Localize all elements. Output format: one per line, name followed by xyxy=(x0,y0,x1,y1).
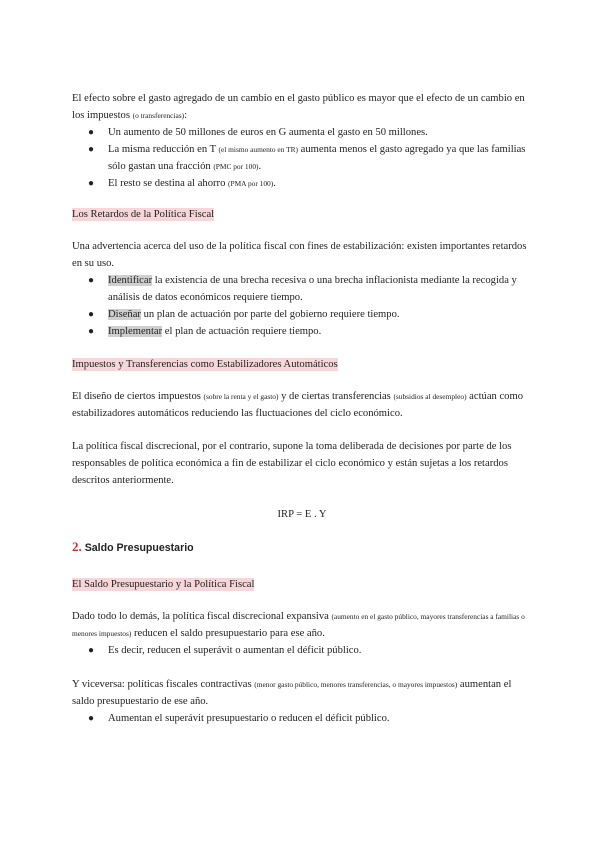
list-item: ● Identificar la existencia de una brecha recesiva o una brecha inflacionista mediante la recogida y análisis de datos económicos requiere tiempo. xyxy=(72,272,532,306)
paragraph-discrecional xyxy=(72,438,532,489)
bullet-icon: ● xyxy=(88,275,95,286)
paragraph-text: La política fiscal discrecional, por el contrario, supone la toma deliberada de decisiones por parte de los responsables de política económica a fin de estabilizar el ciclo económico y están sujetas a los retardos descritos anteriormente. xyxy=(72,441,512,486)
paragraph-contractiva xyxy=(72,676,532,710)
highlighted-term: Identificar xyxy=(108,275,153,286)
bullet-icon: ● xyxy=(88,178,95,189)
bullet-icon: ● xyxy=(88,645,95,656)
bullet-icon: ● xyxy=(88,713,95,724)
list-item: ● Es decir, reducen el superávit o aumentan el déficit público. xyxy=(72,642,532,659)
bullet-icon: ● xyxy=(88,326,95,337)
section-title-text: Saldo Presupuestario xyxy=(84,542,194,554)
paragraph-text: El diseño de ciertos impuestos (sobre la renta y el gasto) y de ciertas transferencias (subsidios al desempleo) actúan como estabilizadores automáticos reduciendo las fluctuaciones del ciclo económico. xyxy=(72,391,524,419)
list-efectos xyxy=(72,124,532,192)
list-item: ● El resto se destina al ahorro (PMA por 100). xyxy=(72,175,532,192)
heading-saldo xyxy=(72,576,532,593)
paragraph-text: Y viceversa: políticas fiscales contractivas (menor gasto público, menores transferencias, o mayores impuestos) aumentan el saldo presupuestario de ese año. xyxy=(72,679,512,707)
bullet-icon: ● xyxy=(88,309,95,320)
heading-text: Impuestos y Transferencias como Estabilizadores Automáticos xyxy=(72,359,338,370)
list-retardos xyxy=(72,272,532,340)
formula xyxy=(72,506,532,523)
bullet-icon: ● xyxy=(88,127,95,138)
heading-text: El Saldo Presupuestario y la Política Fiscal xyxy=(72,579,255,590)
list-item: ● Un aumento de 50 millones de euros en G aumenta el gasto en 50 millones. xyxy=(72,124,532,141)
heading-estabilizadores xyxy=(72,356,532,373)
section-title xyxy=(72,538,532,557)
paragraph-text: Una advertencia acerca del uso de la política fiscal con fines de estabilización: existen importantes retardos en su uso. xyxy=(72,241,527,269)
paragraph-text: El efecto sobre el gasto agregado de un cambio en el gasto público es mayor que el efecto de un cambio en los impuestos (o transferencias): xyxy=(72,93,525,121)
section-number: 2. xyxy=(72,539,82,554)
highlighted-term: Diseñar xyxy=(108,309,141,320)
bullet-icon: ● xyxy=(88,144,95,155)
list-item: ● Diseñar un plan de actuación por parte del gobierno requiere tiempo. xyxy=(72,306,532,323)
paragraph-estabilizadores xyxy=(72,388,532,422)
highlighted-term: Implementar xyxy=(108,326,163,337)
paragraph-advertencia xyxy=(72,238,532,272)
formula-text: IRP = E . Y xyxy=(277,509,327,520)
list-contractiva xyxy=(72,710,532,727)
heading-retardos xyxy=(72,206,532,223)
paragraph-expansiva xyxy=(72,608,532,642)
list-item: ● Implementar el plan de actuación requiere tiempo. xyxy=(72,323,532,340)
list-item: ● La misma reducción en T (el mismo aumento en TR) aumenta menos el gasto agregado ya que las familias sólo gastan una fracción (PMC por 100). xyxy=(72,141,532,175)
paragraph-gasto-vs-impuestos xyxy=(72,90,532,124)
heading-text: Los Retardos de la Política Fiscal xyxy=(72,209,215,220)
list-item: ● Aumentan el superávit presupuestario o reducen el déficit público. xyxy=(72,710,532,727)
paragraph-text: Dado todo lo demás, la política fiscal discrecional expansiva (aumento en el gasto público, mayores transferencias a familias o menores impuestos) reducen el saldo presupuestario para ese año. xyxy=(72,611,525,639)
list-expansiva xyxy=(72,642,532,659)
